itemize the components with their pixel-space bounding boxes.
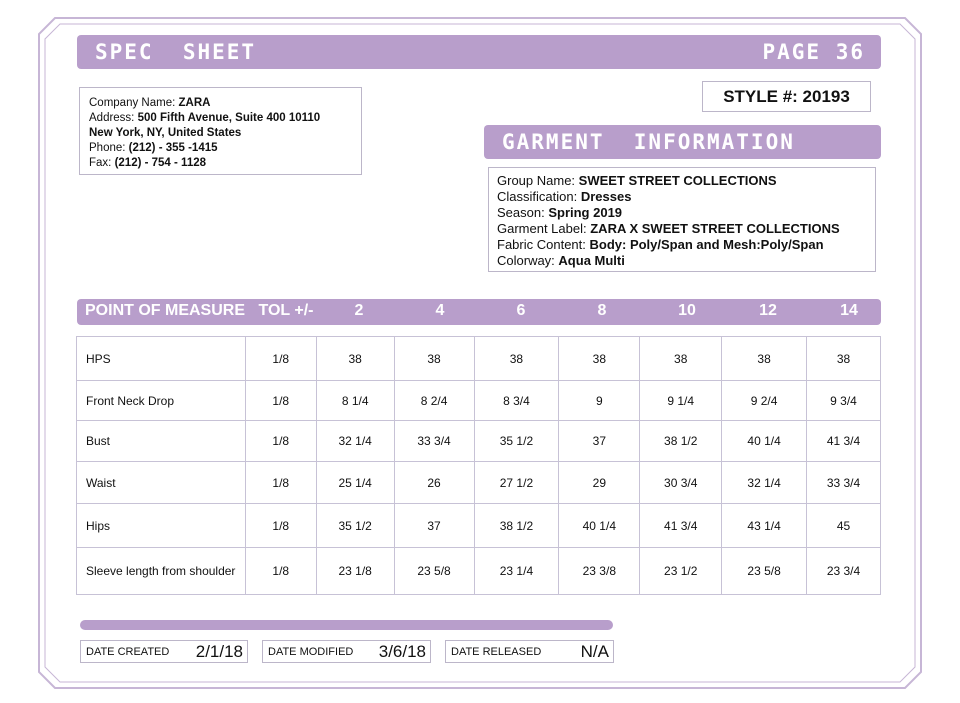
pom-cell: Hips	[77, 504, 246, 548]
value-cell: 29	[559, 462, 640, 504]
date-created-label: DATE CREATED	[86, 645, 170, 658]
value-cell: 9	[559, 381, 640, 421]
value-cell: 38	[474, 337, 559, 381]
garment-row-value: Dresses	[580, 189, 632, 204]
pom-cell: Bust	[77, 421, 246, 462]
value-cell: 40 1/4	[559, 504, 640, 548]
fax-value: (212) - 754 - 1128	[114, 157, 206, 169]
value-cell: 23 3/8	[559, 548, 640, 595]
table-row	[77, 421, 881, 462]
address-line	[89, 111, 352, 126]
value-cell: 25 1/4	[316, 462, 394, 504]
header-size: 12	[759, 302, 777, 319]
value-cell: 27 1/2	[474, 462, 559, 504]
value-cell: 23 1/4	[474, 548, 559, 595]
address-line1: 500 Fifth Avenue, Suite 400 10110	[137, 112, 321, 124]
garment-row-label: Garment Label:	[497, 221, 587, 236]
address-label: Address:	[89, 112, 135, 124]
tolerance-cell: 1/8	[245, 337, 316, 381]
header-size: 10	[678, 302, 696, 319]
header-size: 8	[597, 302, 607, 319]
value-cell: 33 3/4	[394, 421, 474, 462]
tolerance-cell: 1/8	[245, 504, 316, 548]
fax-label: Fax:	[89, 157, 112, 169]
phone-label: Phone:	[89, 142, 126, 154]
table-row	[77, 337, 881, 381]
value-cell: 38 1/2	[474, 504, 559, 548]
value-cell: 41 3/4	[640, 504, 722, 548]
table-row	[77, 548, 881, 595]
footer-bar	[80, 620, 613, 630]
value-cell: 35 1/2	[474, 421, 559, 462]
date-released-box	[445, 640, 614, 663]
value-cell: 38	[807, 337, 881, 381]
pom-cell: HPS	[77, 337, 246, 381]
header-size: 2	[354, 302, 364, 319]
date-modified-label: DATE MODIFIED	[268, 645, 354, 658]
value-cell: 9 3/4	[807, 381, 881, 421]
garment-row-label: Group Name:	[497, 173, 576, 188]
header-point-of-measure: POINT OF MEASURE	[85, 302, 246, 319]
header-bar	[77, 35, 881, 69]
date-created-box	[80, 640, 248, 663]
header-size: 4	[435, 302, 445, 319]
value-cell: 23 1/8	[316, 548, 394, 595]
pom-cell: Waist	[77, 462, 246, 504]
address-line2: New York, NY, United States	[89, 127, 242, 139]
garment-details	[488, 167, 876, 272]
value-cell: 38	[640, 337, 722, 381]
value-cell: 8 1/4	[316, 381, 394, 421]
value-cell: 9 2/4	[722, 381, 807, 421]
company-name-value: ZARA	[178, 97, 211, 109]
value-cell: 41 3/4	[807, 421, 881, 462]
date-created-value: 2/1/18	[195, 641, 243, 661]
value-cell: 37	[559, 421, 640, 462]
garment-row	[497, 221, 867, 237]
table-row	[77, 504, 881, 548]
garment-row	[497, 253, 867, 269]
value-cell: 37	[394, 504, 474, 548]
header-size: 6	[516, 302, 526, 319]
value-cell: 8 3/4	[474, 381, 559, 421]
date-released-value: N/A	[580, 641, 609, 661]
value-cell: 33 3/4	[807, 462, 881, 504]
value-cell: 32 1/4	[316, 421, 394, 462]
company-info	[79, 87, 362, 175]
value-cell: 38	[316, 337, 394, 381]
value-cell: 32 1/4	[722, 462, 807, 504]
style-number: STYLE #: 20193	[702, 81, 871, 112]
garment-row-value: ZARA X SWEET STREET COLLECTIONS	[590, 221, 840, 236]
value-cell: 38	[394, 337, 474, 381]
value-cell: 26	[394, 462, 474, 504]
table-row	[77, 381, 881, 421]
header-tolerance: TOL +/-	[258, 302, 314, 319]
phone-value: (212) - 355 -1415	[128, 142, 218, 154]
garment-row-value: SWEET STREET COLLECTIONS	[578, 173, 777, 188]
company-name-line	[89, 96, 352, 111]
garment-row-label: Fabric Content:	[497, 237, 586, 252]
tolerance-cell: 1/8	[245, 421, 316, 462]
measurements-table	[76, 336, 881, 595]
phone-line	[89, 141, 352, 156]
pom-cell: Front Neck Drop	[77, 381, 246, 421]
value-cell: 35 1/2	[316, 504, 394, 548]
value-cell: 23 1/2	[640, 548, 722, 595]
garment-info-title: GARMENT INFORMATION	[502, 130, 795, 154]
date-modified-value: 3/6/18	[378, 641, 426, 661]
page-number: PAGE 36	[762, 40, 865, 64]
value-cell: 8 2/4	[394, 381, 474, 421]
value-cell: 23 5/8	[394, 548, 474, 595]
date-modified-box	[262, 640, 431, 663]
value-cell: 23 5/8	[722, 548, 807, 595]
spec-sheet-title: SPEC SHEET	[95, 40, 257, 64]
date-released-label: DATE RELEASED	[451, 645, 542, 658]
tolerance-cell: 1/8	[245, 381, 316, 421]
garment-row	[497, 189, 867, 205]
garment-row-value: Aqua Multi	[558, 253, 625, 268]
value-cell: 38 1/2	[640, 421, 722, 462]
value-cell: 9 1/4	[640, 381, 722, 421]
company-name-label: Company Name:	[89, 97, 176, 109]
garment-row-label: Colorway:	[497, 253, 555, 268]
garment-info-bar	[484, 125, 881, 159]
value-cell: 40 1/4	[722, 421, 807, 462]
table-row	[77, 462, 881, 504]
garment-row	[497, 205, 867, 221]
value-cell: 43 1/4	[722, 504, 807, 548]
garment-row-value: Body: Poly/Span and Mesh:Poly/Span	[589, 237, 824, 252]
garment-row-label: Season:	[497, 205, 545, 220]
value-cell: 38	[722, 337, 807, 381]
tolerance-cell: 1/8	[245, 548, 316, 595]
fax-line	[89, 156, 352, 171]
garment-row	[497, 173, 867, 189]
garment-row-value: Spring 2019	[548, 205, 623, 220]
header-size: 14	[840, 302, 858, 319]
pom-cell: Sleeve length from shoulder	[77, 548, 246, 595]
garment-row	[497, 237, 867, 253]
value-cell: 23 3/4	[807, 548, 881, 595]
value-cell: 30 3/4	[640, 462, 722, 504]
tolerance-cell: 1/8	[245, 462, 316, 504]
garment-row-label: Classification:	[497, 189, 578, 204]
value-cell: 38	[559, 337, 640, 381]
value-cell: 45	[807, 504, 881, 548]
